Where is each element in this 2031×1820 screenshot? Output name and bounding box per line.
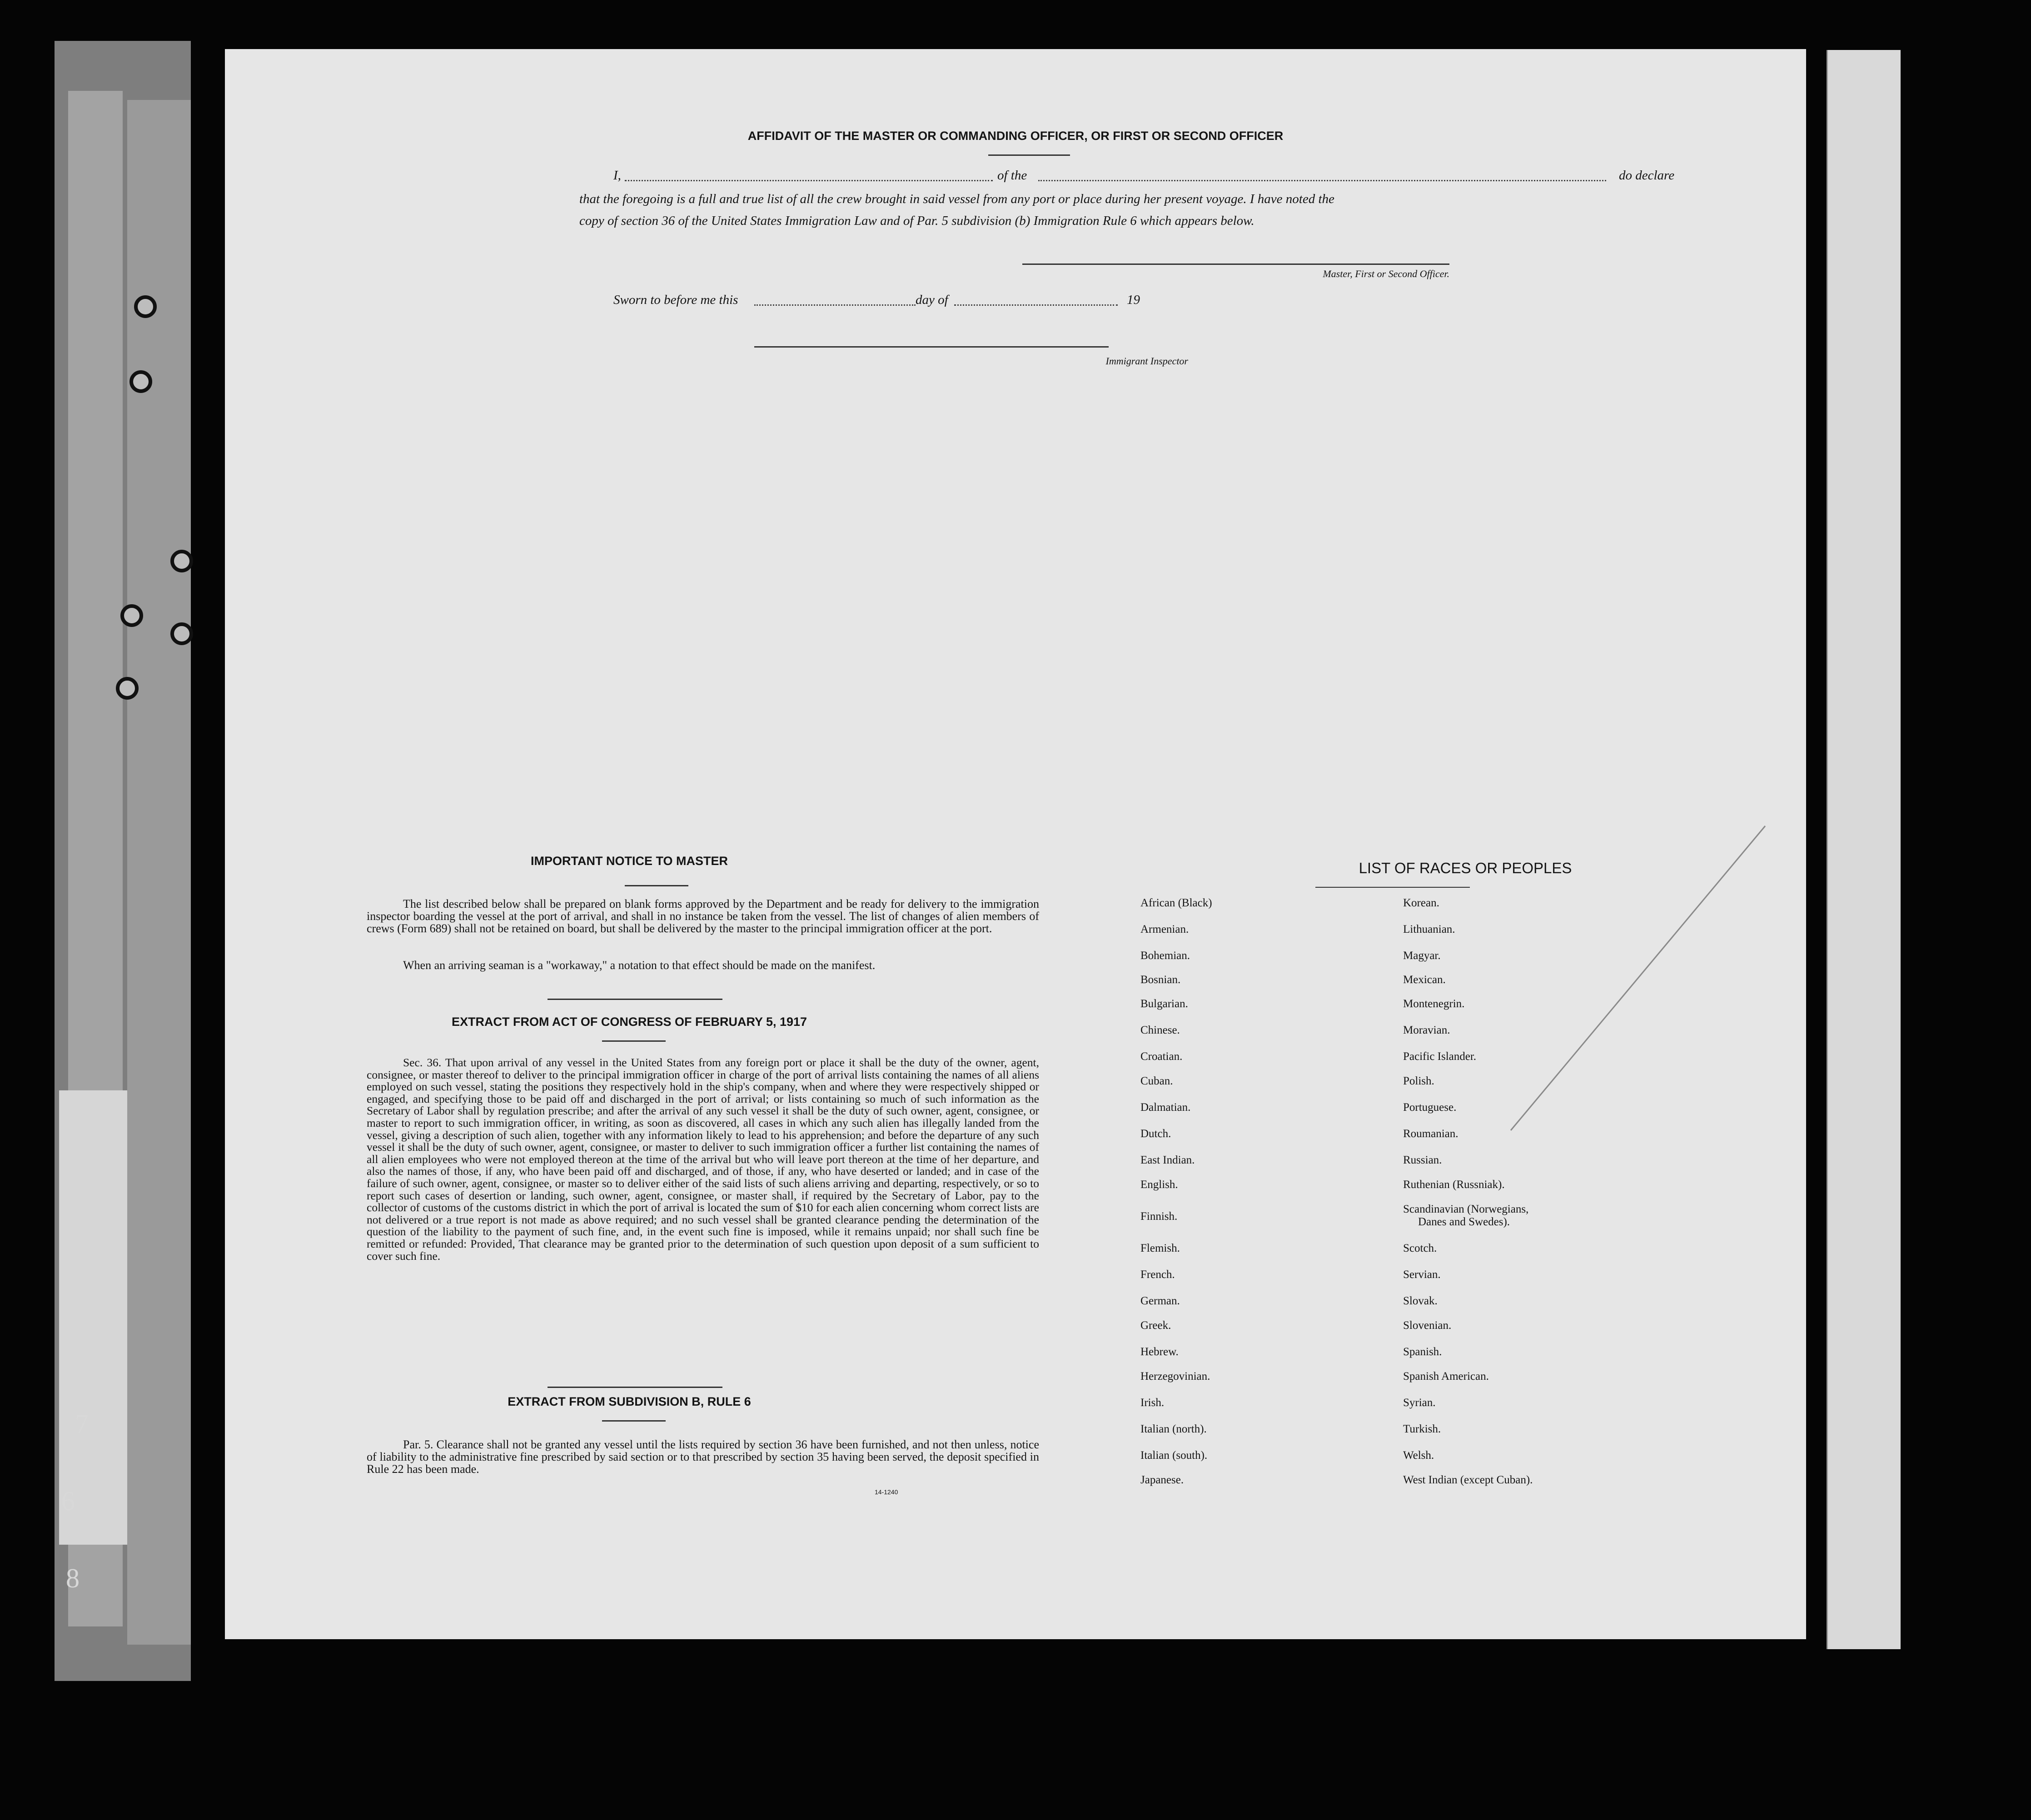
race-item: Welsh. <box>1403 1449 1434 1462</box>
race-item: Russian. <box>1403 1154 1442 1166</box>
manifest-back-page <box>225 49 1806 1639</box>
race-item: Roumanian. <box>1403 1128 1459 1140</box>
master-signature-line[interactable] <box>1022 264 1449 265</box>
race-item: Lithuanian. <box>1403 923 1455 935</box>
race-item: Korean. <box>1403 897 1439 909</box>
affidavit-line-1 <box>225 168 1806 186</box>
race-item: Spanish American. <box>1403 1370 1489 1382</box>
races-title: LIST OF RACES OR PEOPLES <box>1359 860 1572 876</box>
inspector-signature-line[interactable] <box>754 346 1109 348</box>
affidavit-title: AFFIDAVIT OF THE MASTER OR COMMANDING OFFICER, OR FIRST OR SECOND OFFICER <box>747 129 1284 143</box>
race-item: Finnish. <box>1140 1210 1178 1223</box>
back-page-edge <box>1827 50 1901 1649</box>
notice-paragraph-1: The list described below shall be prepared on blank forms approved by the Department and be ready for delivery to the immigration inspector boarding the vessel at the port of arrival, and shall in no instance be taken from the vessel. The list of changes of alien members of crews (Form 689) shall not be retained on board, but shall be delivered by the master to the principal immigration officer at the port. <box>367 897 1039 935</box>
race-item: Magyar. <box>1403 950 1441 962</box>
race-item: Italian (south). <box>1140 1449 1208 1462</box>
race-item: Chinese. <box>1140 1024 1180 1036</box>
race-item: Portuguese. <box>1403 1101 1457 1114</box>
vessel-name-field[interactable] <box>1038 168 1606 181</box>
races-title-rule <box>1315 887 1470 888</box>
sworn-day-of: day of <box>916 293 948 307</box>
affidavit-word-i: I, <box>613 168 621 183</box>
race-item: Japanese. <box>1140 1474 1184 1486</box>
race-item: Hebrew. <box>1140 1346 1179 1358</box>
race-item: Croatian. <box>1140 1050 1183 1063</box>
master-signature-caption: Master, First or Second Officer. <box>1323 268 1449 279</box>
sworn-day-field[interactable] <box>754 293 916 306</box>
left-page-strip <box>59 1090 127 1545</box>
master-name-field[interactable] <box>625 168 993 181</box>
race-item: Turkish. <box>1403 1423 1441 1435</box>
margin-mark: 6 <box>61 1486 75 1516</box>
race-item: Bosnian. <box>1140 974 1181 986</box>
left-page-strip <box>127 100 191 1645</box>
race-item: Slovenian. <box>1403 1319 1452 1332</box>
race-item: Herzegovinian. <box>1140 1370 1210 1382</box>
sworn-year: 19 <box>1127 293 1140 307</box>
punch-hole <box>134 295 157 318</box>
inspector-caption: Immigrant Inspector <box>1105 355 1188 367</box>
punch-hole <box>129 370 152 393</box>
race-item: Scotch. <box>1403 1242 1437 1254</box>
race-item: Ruthenian (Russniak). <box>1403 1179 1505 1191</box>
race-item: Mexican. <box>1403 974 1446 986</box>
affidavit-word-do-declare: do declare <box>1619 168 1675 183</box>
race-item: Syrian. <box>1403 1397 1436 1409</box>
act-extract-rule <box>602 1040 666 1042</box>
race-item: Polish. <box>1403 1075 1434 1087</box>
notice-paragraph-2: When an arriving seaman is a "workaway," a notation to that effect should be made on the manifest. <box>403 959 876 972</box>
race-item: Montenegrin. <box>1403 998 1465 1010</box>
race-item: Servian. <box>1403 1268 1441 1281</box>
race-item: Slovak. <box>1403 1295 1438 1307</box>
pencil-stroke <box>1497 821 1770 1139</box>
margin-mark: 8 <box>66 1563 80 1593</box>
race-item: West Indian (except Cuban). <box>1403 1474 1533 1486</box>
notice-title: IMPORTANT NOTICE TO MASTER <box>531 854 728 868</box>
margin-mark: 7 <box>75 1409 89 1439</box>
race-item: German. <box>1140 1295 1180 1307</box>
notice-rule <box>625 885 688 886</box>
race-item: Bulgarian. <box>1140 998 1188 1010</box>
form-number: 14-1240 <box>875 1488 898 1496</box>
race-item: Flemish. <box>1140 1242 1180 1254</box>
act-extract-title: EXTRACT FROM ACT OF CONGRESS OF FEBRUARY 5, 1917 <box>451 1015 807 1029</box>
rule-extract-title: EXTRACT FROM SUBDIVISION B, RULE 6 <box>508 1395 751 1408</box>
race-item: East Indian. <box>1140 1154 1195 1166</box>
rule-extract-rule <box>602 1420 666 1422</box>
race-item: French. <box>1140 1268 1175 1281</box>
race-item: Italian (north). <box>1140 1423 1207 1435</box>
affidavit-line-2: that the foregoing is a full and true list of all the crew brought in said vessel from any port or place during her present voyage. I have noted the <box>579 192 1334 206</box>
race-item: Greek. <box>1140 1319 1171 1332</box>
race-item: Moravian. <box>1403 1024 1450 1036</box>
sworn-prefix: Sworn to before me this <box>613 293 738 307</box>
rule-extract-text: Par. 5. Clearance shall not be granted any vessel until the lists required by section 36 have been furnished, and not then unless, notice of liability to the administrative fine prescribed by said section or to that prescribed by section 35 having been served, the deposit specified in Rule 22 has been made. <box>367 1438 1039 1476</box>
race-item: Spanish. <box>1403 1346 1442 1358</box>
sworn-line <box>225 293 1806 311</box>
race-item: Cuban. <box>1140 1075 1173 1087</box>
race-item: Dutch. <box>1140 1128 1171 1140</box>
affidavit-line-3: copy of section 36 of the United States Immigration Law and of Par. 5 subdivision (b) Immigration Rule 6 which appears below. <box>579 214 1254 228</box>
punch-hole <box>116 677 139 700</box>
sworn-month-field[interactable] <box>954 293 1118 306</box>
section-divider <box>548 999 722 1000</box>
race-item: Bohemian. <box>1140 950 1190 962</box>
race-item-continuation: Danes and Swedes). <box>1418 1216 1510 1228</box>
act-extract-text: Sec. 36. That upon arrival of any vessel in the United States from any foreign port or place it shall be the duty of the owner, agent, consignee, or master thereof to deliver to the principal immigration officer in charge of the port of arrival lists containing the names of all aliens employed on such vessel, stating the positions they respectively hold in the ship's company, when and where they were respectively shipped or engaged, and specifying those to be paid off and discharged in the port of arrival; or lists containing so much of such information as the Secretary of Labor shall by regulation prescribe; and after the arrival of any such vessel it shall be the duty of such owner, agent, consignee, or master to report to such immigration officer, in writing, as soon as discovered, all cases in which any such alien has illegally landed from the vessel, giving a description of such alien, together with any information likely to lead to his apprehension; and before the departure of any such vessel it shall be the duty of such owner, agent, consignee, or master to deliver to such immigration officer a further list containing the names of all alien employees who were not employed thereon at the time of the arrival but who will leave port thereon at the time of her departure, and also the names of those, if any, who have been paid off and discharged, and of those, if any, who have deserted or landed; and in case of the failure of such owner, agent, consignee, or master so to deliver either of the said lists of such aliens arriving and departing, respectively, or so to report such cases of desertion or landing, such owner, agent, consignee, or master shall, if required by the Secretary of Labor, pay to the collector of customs of the customs district in which the port of arrival is located the sum of $10 for each alien concerning whom correct lists are not delivered or a true report is not made as above required; and no such vessel shall be granted clearance pending the determination of the question of the liability to the payment of such fine, and, in the event such fine is imposed, while it remains unpaid; nor shall such fine be remitted or refunded: Provided, That clearance may be granted prior to the determination of such question upon deposit of a sum sufficient to cover such fine. <box>367 1056 1039 1263</box>
section-divider <box>548 1387 722 1388</box>
race-item: Irish. <box>1140 1397 1165 1409</box>
race-item: Dalmatian. <box>1140 1101 1191 1114</box>
race-item: English. <box>1140 1179 1178 1191</box>
punch-hole <box>120 604 143 627</box>
punch-hole <box>170 550 193 572</box>
punch-hole <box>170 622 193 645</box>
race-item: African (Black) <box>1140 897 1212 909</box>
affidavit-word-of-the: of the <box>997 168 1027 183</box>
race-item: Scandinavian (Norwegians, <box>1403 1203 1529 1215</box>
title-rule <box>988 154 1070 156</box>
race-item: Pacific Islander. <box>1403 1050 1477 1063</box>
race-item: Armenian. <box>1140 923 1189 935</box>
